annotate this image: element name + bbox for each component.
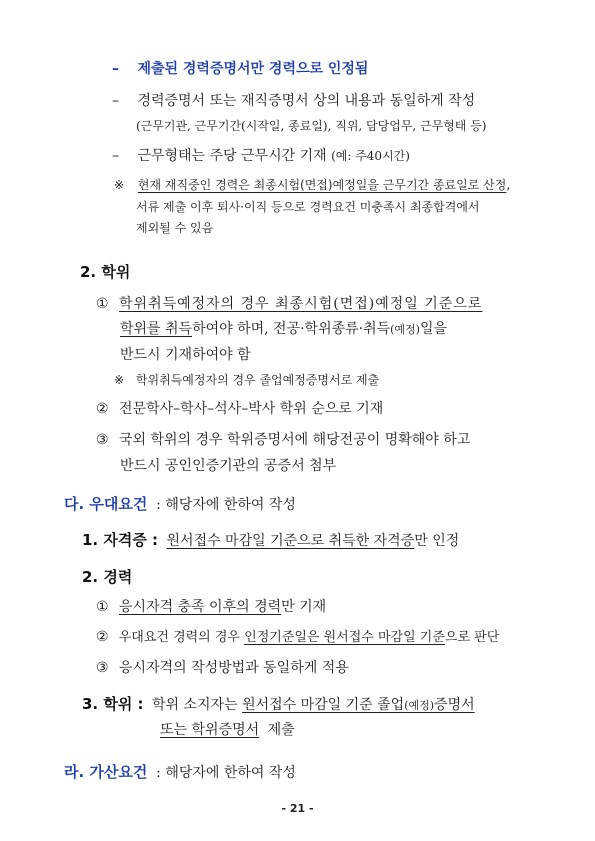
preference-degree-line2-rest: 제출 — [267, 722, 295, 738]
preference-degree-line2-underlined: 또는 학위증명서 — [160, 722, 260, 738]
preference-degree-underlined-2: 증명서 — [434, 697, 475, 713]
career-note-2 — [112, 94, 475, 108]
career-reference-line2: 서류 제출 이후 퇴사·이직 등으로 경력요건 미충족시 최종합격에서 — [136, 200, 480, 214]
page-number: - 21 - — [281, 802, 314, 815]
preference-degree-small: (예정) — [404, 699, 435, 712]
preference-label: 다. 우대요건 — [64, 495, 148, 513]
degree-item-1-small: (예정) — [390, 323, 420, 336]
career-reference-line3: 제외될 수 있음 — [136, 221, 214, 235]
degree-item-3-text: 국외 학위의 경우 학위증명서에 해당전공이 명확해야 하고 — [119, 432, 471, 448]
preference-career-item-2-underlined: 인정기준일은 원서접수 마감일 기준 — [244, 630, 445, 645]
career-note-3-example: (예: 주40시간) — [331, 149, 410, 163]
cert-heading: 1. 자격증 : — [82, 531, 159, 549]
cert-underlined: 원서접수 마감일 기준으로 취득한 자격증 — [166, 533, 415, 549]
circled-number-3: ③ — [96, 660, 109, 676]
degree-item-1-underlined: 학위를 취득 — [120, 321, 193, 337]
dash-bullet: – — [112, 61, 119, 77]
preference-career-item-3-text: 응시자격의 작성방법과 동일하게 적용 — [119, 660, 349, 676]
cert-rest: 만 인정 — [414, 533, 460, 549]
preference-degree-a: 학위 소지자는 — [152, 697, 238, 713]
preference-career-item-1-underlined: 응시자격 충족 이후의 경력 — [119, 599, 282, 615]
career-note-1-text: 제출된 경력증명서만 경력으로 인정됨 — [137, 61, 369, 77]
circled-number-3: ③ — [96, 432, 109, 448]
preference-career-item-2-a: 우대요건 경력의 경우 — [118, 630, 240, 645]
reference-mark: ※ — [114, 178, 125, 192]
career-note-1 — [112, 62, 368, 76]
circled-number-2: ② — [96, 629, 109, 645]
degree-item-3-line2: 반드시 공인인증기관의 공증서 첨부 — [120, 458, 337, 474]
career-note-3-text: 근무형태는 주당 근무시간 기재 — [137, 148, 327, 164]
preference-career-item-2 — [96, 630, 499, 644]
degree-item-3 — [96, 433, 470, 447]
career-reference-note — [114, 179, 510, 191]
circled-number-1: ① — [96, 599, 109, 615]
preference-career-heading: 2. 경력 — [82, 568, 133, 586]
preference-degree-line2 — [160, 723, 295, 737]
dash-bullet: – — [112, 93, 119, 109]
reference-mark: ※ — [114, 373, 125, 387]
preference-career-item-1-rest: 만 기재 — [281, 599, 327, 615]
career-note-2-text: 경력증명서 또는 재직증명서 상의 내용과 동일하게 작성 — [137, 93, 476, 109]
bonus-label: 라. 가산요건 — [64, 763, 148, 781]
preference-desc: : 해당자에 한하여 작성 — [156, 497, 296, 513]
bonus-heading — [64, 765, 296, 780]
preference-degree — [82, 697, 475, 712]
career-note-2-sub: (근무기관, 근무기간(시작일, 종료일), 직위, 담당업무, 근무형태 등) — [136, 119, 487, 133]
degree-reference-note — [114, 374, 379, 386]
circled-number-2: ② — [96, 401, 109, 417]
dash-bullet: – — [112, 148, 119, 164]
preference-career-item-2-b: 으로 판단 — [444, 630, 500, 645]
degree-item-2-text: 전문학사–학사–석사–박사 학위 순으로 기재 — [119, 401, 384, 417]
preference-heading — [64, 497, 296, 512]
degree-item-1-text: 학위취득예정자의 경우 최종시험(면접)예정일 기준으로 — [119, 296, 483, 312]
career-reference-underlined: 현재 재직중인 경력은 최종시험(면접)예정일을 근무기간 종료일로 산정 — [137, 178, 507, 192]
degree-item-1-rest: 하여야 하며, 전공·학위종류·취득 — [192, 321, 391, 337]
degree-heading: 2. 학위 — [80, 263, 131, 281]
preference-career-item-1 — [96, 600, 326, 614]
degree-reference-text: 학위취득예정자의 경우 졸업예정증명서로 제출 — [135, 373, 380, 387]
preference-degree-underlined-1: 원서접수 마감일 기준 졸업 — [242, 697, 405, 713]
preference-degree-heading: 3. 학위 : — [82, 695, 144, 713]
career-reference-comma: , — [506, 178, 511, 192]
degree-item-1 — [96, 297, 482, 311]
degree-item-1-line2 — [120, 322, 447, 336]
degree-item-1-end: 일을 — [419, 321, 448, 337]
preference-career-item-3 — [96, 661, 349, 675]
career-note-3 — [112, 149, 410, 163]
circled-number-1: ① — [96, 296, 109, 312]
degree-item-1-line3: 반드시 기재하여야 함 — [120, 347, 251, 363]
bonus-desc: : 해당자에 한하여 작성 — [156, 765, 296, 781]
degree-item-2 — [96, 402, 383, 416]
preference-cert — [82, 533, 459, 548]
